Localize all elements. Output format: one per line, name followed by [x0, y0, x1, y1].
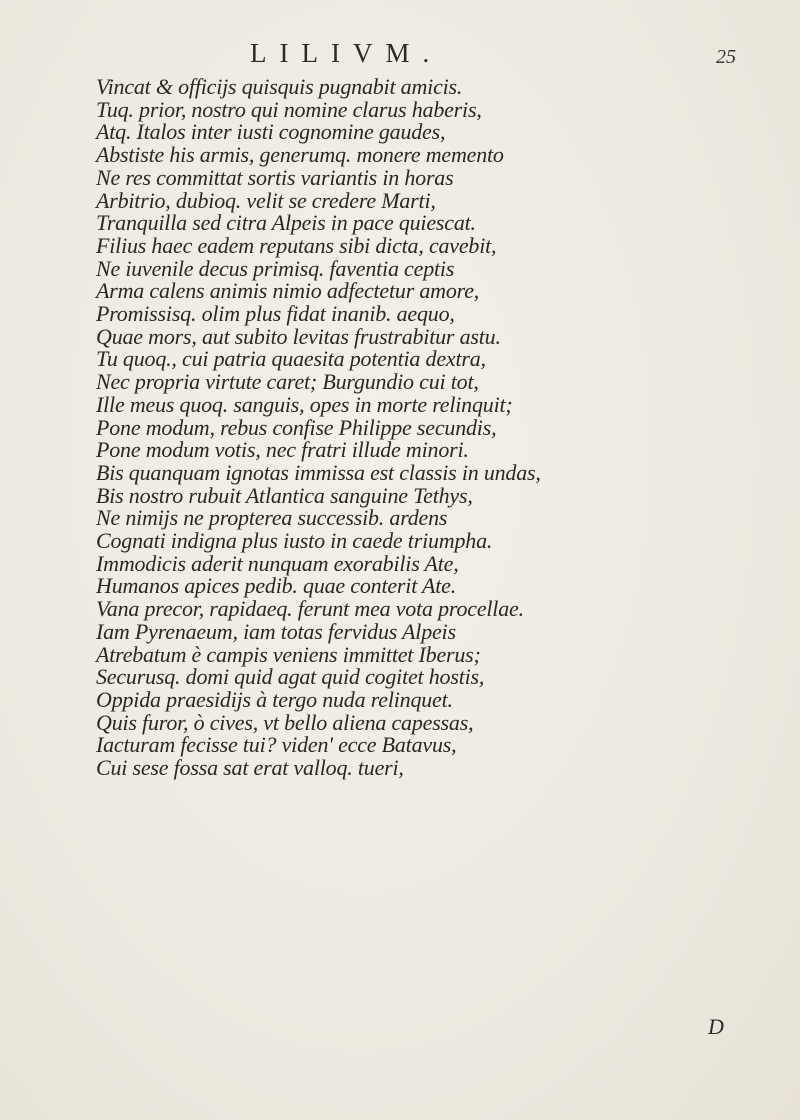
verse-line: Immodicis aderit nunquam exorabilis Ate,: [96, 550, 459, 576]
verse-line: Ne iuvenile decus primisq. faventia ceptis: [96, 255, 455, 281]
verse-line: Ille meus quoq. sanguis, opes in morte relinquit;: [96, 391, 513, 417]
running-head: [0, 38, 800, 78]
verse-line: Promissisq. olim plus fidat inanib. aequo,: [96, 301, 455, 327]
verse-block: [96, 76, 696, 780]
verse-line: Pone modum votis, nec fratri illude minori.: [96, 437, 469, 463]
verse-line: Nec propria virtute caret; Burgundio cui tot,: [96, 369, 479, 395]
signature-mark: D: [708, 1014, 724, 1039]
verse-line: Arbitrio, dubioq. velit se credere Marti,: [96, 187, 436, 213]
verse-line: Quis furor, ò cives, vt bello aliena capessas,: [96, 709, 474, 735]
verse-line: Cognati indigna plus iusto in caede triumpha.: [96, 528, 493, 554]
verse-line: Humanos apices pedib. quae conterit Ate.: [96, 573, 457, 599]
verse-line: Tuq. prior, nostro qui nomine clarus haberis,: [96, 96, 482, 122]
verse-line: Quae mors, aut subito levitas frustrabitur astu.: [96, 323, 501, 349]
verse-line: Arma calens animis nimio adfectetur amore,: [96, 278, 480, 304]
verse-line: Bis quanquam ignotas immissa est classis in undas,: [96, 459, 541, 485]
verse-line: Atrebatum è campis veniens immittet Iberus;: [96, 641, 481, 667]
verse-line: Ne nimijs ne propterea successib. ardens: [96, 505, 448, 531]
verse-line: Atq. Italos inter iusti cognomine gaudes,: [96, 119, 446, 145]
verse-line: Filius haec eadem reputans sibi dicta, cavebit,: [96, 232, 497, 258]
page-number: 25: [716, 46, 736, 68]
verse-line: Bis nostro rubuit Atlantica sanguine Tethys,: [96, 482, 473, 508]
verse-line: Tu quoq., cui patria quaesita potentia dextra,: [96, 346, 486, 372]
verse-line: Iam Pyrenaeum, iam totas fervidus Alpeis: [96, 618, 456, 644]
verse-line: Ne res committat sortis variantis in horas: [96, 164, 454, 190]
verse-line: Oppida praesidijs à tergo nuda relinquet.: [96, 686, 453, 712]
verse-line: Tranquilla sed citra Alpeis in pace quiescat.: [96, 210, 476, 236]
verse-line: Securusq. domi quid agat quid cogitet hostis,: [96, 664, 485, 690]
verse-line: Vana precor, rapidaeq. ferunt mea vota procellae.: [96, 596, 524, 622]
verse-line: Vincat & officijs quisquis pugnabit amicis.: [96, 74, 463, 99]
verse-line: Iacturam fecisse tui? viden' ecce Batavus,: [96, 732, 457, 758]
running-title: LILIVM.: [250, 38, 443, 68]
verse-line: Pone modum, rebus confise Philippe secundis,: [96, 414, 497, 440]
verse-line: Abstiste his armis, generumq. monere memento: [96, 142, 504, 168]
verse-line: Cui sese fossa sat erat valloq. tueri,: [96, 755, 404, 781]
